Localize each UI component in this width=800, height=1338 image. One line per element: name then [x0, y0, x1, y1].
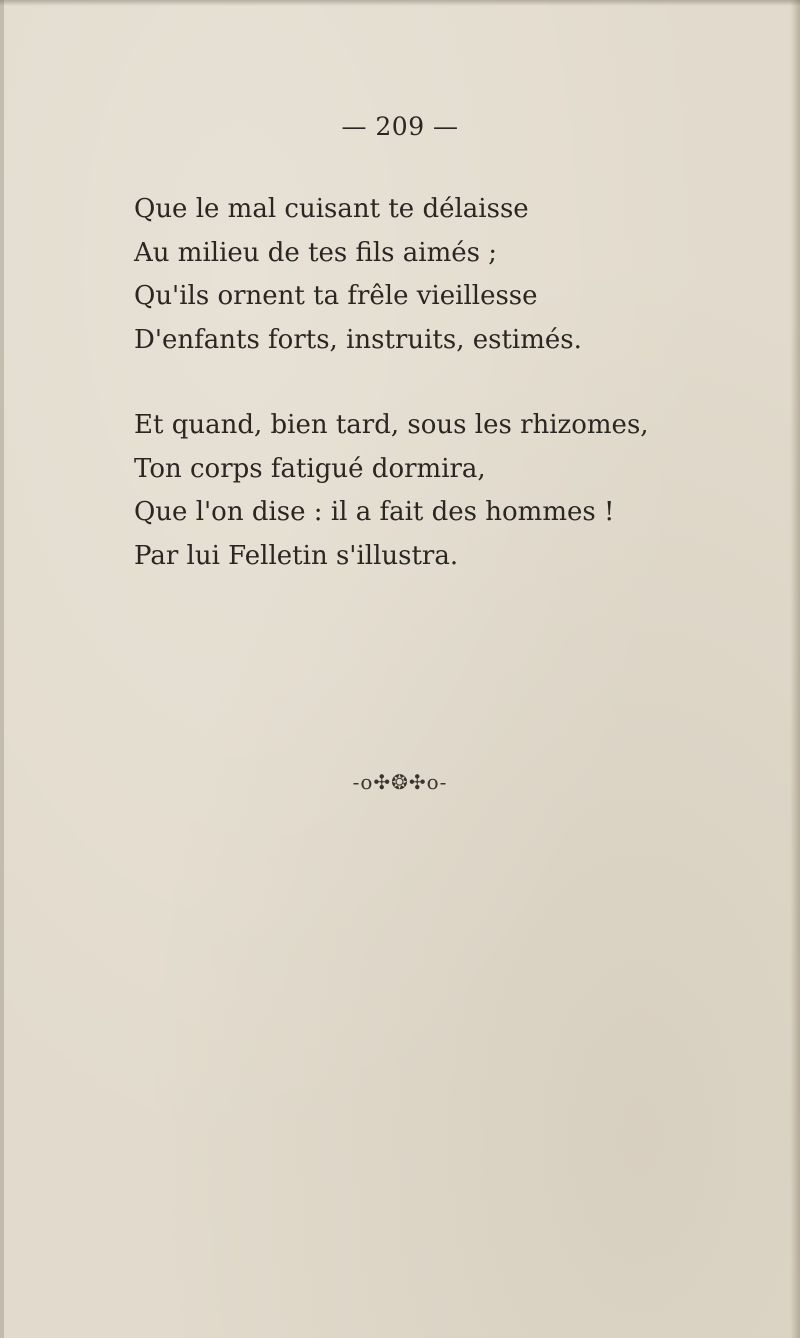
stanza-2 — [134, 404, 649, 578]
verse-line: Au milieu de tes fils aimés ; — [134, 237, 498, 268]
verse-line: Que l'on dise : il a fait des hommes ! — [134, 497, 615, 527]
verse-line: Ton corps fatigué dormira, — [134, 453, 486, 484]
page-right-edge — [790, 0, 800, 1338]
page-left-edge — [0, 0, 4, 1338]
verse-line: Et quand, bien tard, sous les rhizomes, — [134, 410, 649, 440]
stanza-1 — [134, 188, 582, 362]
verse-line: Que le mal cuisant te délaisse — [134, 194, 529, 224]
verse-line: Par lui Felletin s'illustra. — [134, 540, 459, 571]
ornament-divider: -o✣❂✣o- — [352, 770, 448, 794]
page-top-edge — [0, 0, 800, 6]
verse-line: D'enfants forts, instruits, estimés. — [134, 324, 582, 355]
page-number: — 209 — — [341, 112, 459, 141]
verse-line: Qu'ils ornent ta frêle vieillesse — [134, 281, 538, 311]
